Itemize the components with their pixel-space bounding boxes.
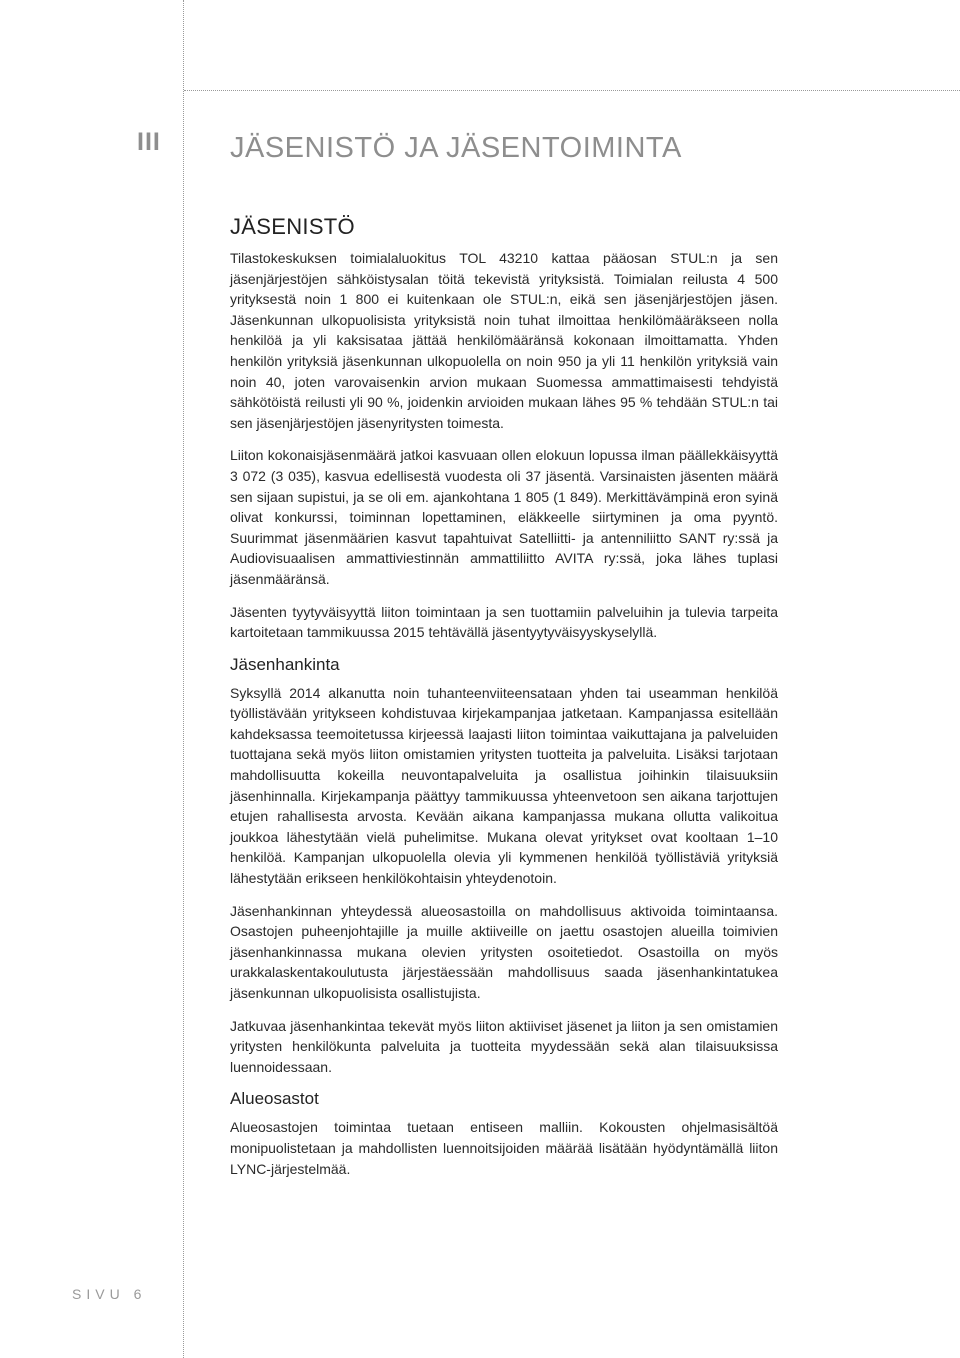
subsection-paragraph: Syksyllä 2014 alkanutta noin tuhanteenviiteensataan yhden tai useamman henkilöä työllistävään yritykseen kohdistuvaa kirjekampanjaa jatketaan. Kampanjassa esitellään kahdeksassa teemoitetussa kirjeessä laajasti liiton toimintaa vaikuttajana ja palveluiden tuottajana sekä myös liiton omistamien yritysten tuotteita ja palveluita. Lisäksi tarjotaan mahdollisuutta kokeilla neuvontapalveluita ja osallistua joihinkin tilaisuuksiin jäsenhinnalla. Kirjekampanja päättyy tammikuussa yhteenvetoon sen aikana tarjottujen etujen rahallisesta arvosta. Kevään aikana kampanjassa mukana ollutta valikoitua joukkoa lähestytään vielä puhelimitse. Mukana olevat yritykset ovat kooltaan 1–10 henkilöä. Kampanjan ulkopuolella olevia yli kymmenen henkilöä työllistäviä yrityksiä lähestytään erikseen henkilökohtaisin yhteydenotoin. [230, 684, 778, 887]
chapter-number: III [137, 128, 161, 156]
section-paragraph: Jäsenten tyytyväisyyttä liiton toimintaan ja sen tuottamiin palveluihin ja tulevia tarpeita kartoitetaan tammikuussa 2015 tehtävällä jäsentyytyväisyyskyselyllä. [230, 603, 778, 641]
chapter-title: JÄSENISTÖ JA JÄSENTOIMINTA [230, 132, 682, 164]
subsection-title-jasenhankinta: Jäsenhankinta [230, 654, 340, 674]
section-paragraph: Liiton kokonaisjäsenmäärä jatkoi kasvuaan ollen elokuun lopussa ilman päällekkäisyyttä 3 072 (3 035), kasvua edellisestä vuodesta oli 37 jäsentä. Varsinaisten jäsenten määrä sen sijaan supistui, ja se oli em. ajankohtana 1 805 (1 849). Merkittävämpinä eron syinä olivat konkurssi, toiminnan lopettaminen, eläkkeelle siirtyminen ja oma pyyntö. Suurimmat jäsenmäärien kasvut tapahtuivat Satelliitti- ja antenniliitto SANT ry:ssä ja Audiovisuaalisen ammattiviestinnän ammattiliitto AVITA ry:ssä, joka lähes tuplasi jäsenmääränsä. [230, 447, 778, 587]
horizontal-dotted-rule [184, 90, 960, 91]
subsection-paragraph: Jäsenhankinnan yhteydessä alueosastoilla on mahdollisuus aktivoida toimintaansa. Osastojen puheenjohtajille ja muille aktiiveille on jaettu osastojen alueilla toimivien jäsenhankinnassa mukana olevien yritysten osoitetiedot. Osastoilla on myös urakkalaskentakoulutusta järjestäessään mahdollisuus saada jäsenhankintatukea jäsenkunnan ulkopuolisista osallistujista. [230, 902, 778, 1001]
vertical-dotted-rule [183, 0, 184, 1358]
subsection-title-alueosastot: Alueosastot [230, 1089, 319, 1109]
subsection-paragraph: Jatkuvaa jäsenhankintaa tekevät myös liiton aktiiviset jäsenet ja liiton ja sen omistamien yritysten henkilökunta palveluita ja tuotteita myydessään sekä alan tilaisuuksissa luennoidessaan. [230, 1017, 778, 1075]
page-number: SIVU 6 [72, 1286, 147, 1302]
subsection-paragraph: Alueosastojen toimintaa tuetaan entiseen malliin. Kokousten ohjelmasisältöä monipuolistetaan ja mahdollisten luennoitsijoiden määrää lisätään hyödyntämällä liiton LYNC-järjestelmää. [230, 1119, 778, 1177]
main-content [230, 214, 778, 1191]
section-title: JÄSENISTÖ [230, 214, 355, 239]
section-paragraph: Tilastokeskuksen toimialaluokitus TOL 43210 kattaa pääosan STUL:n ja sen jäsenjärjestöjen sähköistysalan töitä tekevistä yrityksistä. Toimialan reilusta 4 500 yrityksestä noin 1 800 ei kuitenkaan ole STUL:n, eikä sen jäsenjärjestöjen jäsen. Jäsenkunnan ulkopuolisista yrityksistä noin tuhat ilmoittaa henkilömääräkseen nolla henkilöä ja yli kaksisataa jättää henkilömääränsä kokonaan ilmoittamatta. Yhden henkilön yrityksiä jäsenkunnan ulkopuolella on noin 950 ja yli 11 henkilön yrityksiä vain noin 40, joten varovaisenkin arvion mukaan Suomessa ammattimaisesti tehdyistä sähkötöistä reilusti yli 90 %, joidenkin arvioiden mukaan lähes 95 % tehdään STUL:n tai sen jäsenjärjestöjen jäsenyritysten toimesta. [230, 250, 778, 431]
